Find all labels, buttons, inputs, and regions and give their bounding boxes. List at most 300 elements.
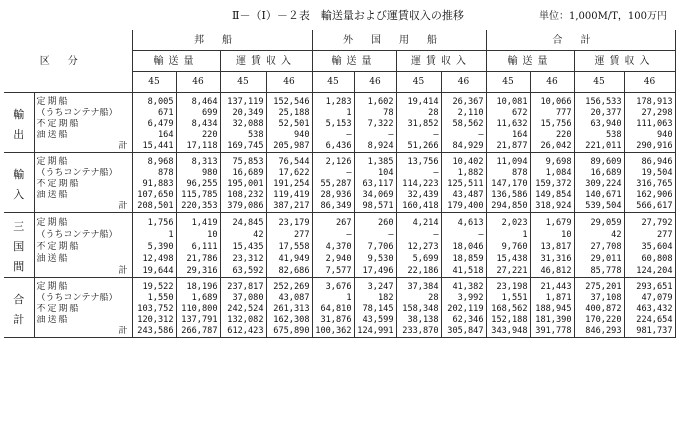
table-cell: — bbox=[312, 168, 354, 179]
table-cell: 208,501 bbox=[132, 201, 176, 213]
table-row bbox=[4, 241, 675, 253]
table-cell: 1,756 bbox=[132, 213, 176, 230]
table-cell: 8,005 bbox=[132, 93, 176, 109]
table-cell: 538 bbox=[574, 130, 624, 141]
table-cell: 1,550 bbox=[132, 293, 176, 304]
table-cell: 220 bbox=[176, 130, 220, 141]
table-cell: 1,551 bbox=[486, 293, 530, 304]
table-cell: 612,423 bbox=[220, 326, 266, 338]
table-cell: 1,871 bbox=[530, 293, 574, 304]
table-cell: 21,443 bbox=[530, 278, 574, 294]
table-cell: 82,686 bbox=[266, 265, 312, 278]
table-cell: 86,946 bbox=[624, 153, 675, 169]
table-cell: 1,602 bbox=[354, 93, 396, 109]
table-cell: 29,011 bbox=[574, 253, 624, 265]
table-cell: 1,882 bbox=[441, 168, 486, 179]
table-cell: 11,632 bbox=[486, 119, 530, 130]
table-cell: 13,756 bbox=[396, 153, 441, 169]
table-cell: 1,419 bbox=[176, 213, 220, 230]
table-cell: 164 bbox=[132, 130, 176, 141]
year-header: 46 bbox=[441, 72, 486, 93]
table-cell: 1,084 bbox=[530, 168, 574, 179]
table-cell: 41,949 bbox=[266, 253, 312, 265]
table-cell: 168,562 bbox=[486, 304, 530, 315]
table-cell: 391,778 bbox=[530, 326, 574, 338]
table-cell: 15,435 bbox=[220, 241, 266, 253]
table-cell: 379,086 bbox=[220, 201, 266, 213]
table-cell: 7,577 bbox=[312, 265, 354, 278]
table-cell: 293,651 bbox=[624, 278, 675, 294]
table-cell: 63,117 bbox=[354, 179, 396, 190]
table-cell: 2,023 bbox=[486, 213, 530, 230]
table-cell: 290,916 bbox=[624, 141, 675, 153]
table-title: Ⅱ－（Ⅰ）－２表 輸送量および運賃収入の推移 bbox=[232, 9, 464, 22]
table-cell: 188,945 bbox=[530, 304, 574, 315]
row-label: 不定期船 bbox=[34, 241, 132, 253]
table-cell: 4,613 bbox=[441, 213, 486, 230]
table-cell: 3,676 bbox=[312, 278, 354, 294]
year-header: 45 bbox=[486, 72, 530, 93]
table-cell: 11,094 bbox=[486, 153, 530, 169]
table-cell: 111,063 bbox=[624, 119, 675, 130]
table-cell: 107,650 bbox=[132, 190, 176, 201]
table-cell: 156,533 bbox=[574, 93, 624, 109]
table-cell: 1 bbox=[486, 229, 530, 241]
row-label: 油送船 bbox=[34, 253, 132, 265]
table-cell: 27,792 bbox=[624, 213, 675, 230]
table-cell: 31,876 bbox=[312, 315, 354, 326]
row-label: 定期船 bbox=[34, 213, 132, 230]
table-cell: 27,298 bbox=[624, 108, 675, 119]
table-cell: 42 bbox=[220, 229, 266, 241]
table-cell: 19,522 bbox=[132, 278, 176, 294]
year-header: 45 bbox=[312, 72, 354, 93]
table-cell: 41,382 bbox=[441, 278, 486, 294]
table-cell: 260 bbox=[354, 213, 396, 230]
table-cell: 5,153 bbox=[312, 119, 354, 130]
row-label: （うちコンテナ船） bbox=[34, 108, 132, 119]
table-row bbox=[4, 93, 675, 109]
table-cell: 119,419 bbox=[266, 190, 312, 201]
table-cell: 137,791 bbox=[176, 315, 220, 326]
table-cell: 42 bbox=[574, 229, 624, 241]
table-cell: 169,745 bbox=[220, 141, 266, 153]
table-cell: 463,432 bbox=[624, 304, 675, 315]
table-cell: 8,968 bbox=[132, 153, 176, 169]
table-cell: 75,853 bbox=[220, 153, 266, 169]
table-cell: 4,370 bbox=[312, 241, 354, 253]
table-cell: 4,214 bbox=[396, 213, 441, 230]
table-cell: 104 bbox=[354, 168, 396, 179]
table-cell: 538 bbox=[220, 130, 266, 141]
table-cell: 699 bbox=[176, 108, 220, 119]
table-cell: 26,042 bbox=[530, 141, 574, 153]
table-cell: 294,850 bbox=[486, 201, 530, 213]
row-label: 不定期船 bbox=[34, 304, 132, 315]
year-header: 45 bbox=[396, 72, 441, 93]
table-row bbox=[4, 168, 675, 179]
table-cell: 115,785 bbox=[176, 190, 220, 201]
row-label: 油送船 bbox=[34, 130, 132, 141]
table-cell: 261,313 bbox=[266, 304, 312, 315]
table-cell: 28 bbox=[396, 293, 441, 304]
table-cell: 55,287 bbox=[312, 179, 354, 190]
table-cell: 85,778 bbox=[574, 265, 624, 278]
table-cell: 31,852 bbox=[396, 119, 441, 130]
table-row bbox=[4, 253, 675, 265]
table-cell: 5,390 bbox=[132, 241, 176, 253]
table-cell: 17,622 bbox=[266, 168, 312, 179]
row-label: （うちコンテナ船） bbox=[34, 293, 132, 304]
table-cell: 140,671 bbox=[574, 190, 624, 201]
table-cell: 252,269 bbox=[266, 278, 312, 294]
table-row bbox=[4, 190, 675, 201]
unit-note: 単位：1,000M/T，100万円 bbox=[539, 11, 667, 22]
table-cell: 221,011 bbox=[574, 141, 624, 153]
table-cell: 114,223 bbox=[396, 179, 441, 190]
table-cell: 220 bbox=[530, 130, 574, 141]
table-cell: 981,737 bbox=[624, 326, 675, 338]
row-label: 油送船 bbox=[34, 315, 132, 326]
table-cell: 31,316 bbox=[530, 253, 574, 265]
table-cell: 23,198 bbox=[486, 278, 530, 294]
table-row bbox=[4, 213, 675, 230]
table-cell: 1,689 bbox=[176, 293, 220, 304]
table-cell: 108,232 bbox=[220, 190, 266, 201]
metric-header: 運賃収入 bbox=[220, 51, 312, 72]
table-cell: 19,504 bbox=[624, 168, 675, 179]
table-cell: 18,859 bbox=[441, 253, 486, 265]
table-cell: 89,609 bbox=[574, 153, 624, 169]
table-cell: 159,372 bbox=[530, 179, 574, 190]
table-cell: 51,266 bbox=[396, 141, 441, 153]
table-cell: 878 bbox=[132, 168, 176, 179]
table-row bbox=[4, 201, 675, 213]
table-cell: 6,436 bbox=[312, 141, 354, 153]
table-cell: 1 bbox=[312, 293, 354, 304]
table-cell: — bbox=[441, 229, 486, 241]
table-row bbox=[4, 153, 675, 169]
table-cell: 91,883 bbox=[132, 179, 176, 190]
row-label: 計 bbox=[34, 141, 132, 153]
table-cell: 160,418 bbox=[396, 201, 441, 213]
table-row bbox=[4, 326, 675, 338]
table-cell: 23,312 bbox=[220, 253, 266, 265]
table-cell: 1,283 bbox=[312, 93, 354, 109]
table-cell: 86,349 bbox=[312, 201, 354, 213]
table-cell: 78 bbox=[354, 108, 396, 119]
table-cell: 8,924 bbox=[354, 141, 396, 153]
table-row bbox=[4, 141, 675, 153]
table-cell: 16,689 bbox=[220, 168, 266, 179]
table-cell: 305,847 bbox=[441, 326, 486, 338]
row-label: 油送船 bbox=[34, 190, 132, 201]
table-cell: 12,273 bbox=[396, 241, 441, 253]
table-cell: 15,438 bbox=[486, 253, 530, 265]
table-cell: 8,464 bbox=[176, 93, 220, 109]
table-cell: 7,322 bbox=[354, 119, 396, 130]
year-header: 45 bbox=[132, 72, 176, 93]
table-cell: 318,924 bbox=[530, 201, 574, 213]
transport-volume-table bbox=[4, 30, 676, 338]
table-cell: 162,308 bbox=[266, 315, 312, 326]
table-cell: 10 bbox=[176, 229, 220, 241]
table-cell: 846,293 bbox=[574, 326, 624, 338]
table-row bbox=[4, 108, 675, 119]
table-cell: 181,390 bbox=[530, 315, 574, 326]
row-label: 定期船 bbox=[34, 153, 132, 169]
table-cell: 6,479 bbox=[132, 119, 176, 130]
row-label: 計 bbox=[34, 326, 132, 338]
table-cell: 400,872 bbox=[574, 304, 624, 315]
table-cell: 777 bbox=[530, 108, 574, 119]
block-label: 輸 入 bbox=[4, 153, 34, 213]
table-cell: 10,066 bbox=[530, 93, 574, 109]
table-cell: 62,346 bbox=[441, 315, 486, 326]
table-cell: 78,145 bbox=[354, 304, 396, 315]
table-cell: 675,890 bbox=[266, 326, 312, 338]
table-row bbox=[4, 293, 675, 304]
table-cell: 29,059 bbox=[574, 213, 624, 230]
table-cell: — bbox=[312, 229, 354, 241]
table-cell: 18,046 bbox=[441, 241, 486, 253]
table-cell: 120,312 bbox=[132, 315, 176, 326]
table-cell: — bbox=[441, 130, 486, 141]
table-cell: — bbox=[312, 130, 354, 141]
year-header: 46 bbox=[624, 72, 675, 93]
table-cell: 37,080 bbox=[220, 293, 266, 304]
table-cell: 316,765 bbox=[624, 179, 675, 190]
table-cell: 164 bbox=[486, 130, 530, 141]
table-cell: 63,592 bbox=[220, 265, 266, 278]
table-cell: 940 bbox=[266, 130, 312, 141]
table-cell: 125,511 bbox=[441, 179, 486, 190]
table-cell: 8,313 bbox=[176, 153, 220, 169]
table-cell: 132,082 bbox=[220, 315, 266, 326]
table-cell: 224,654 bbox=[624, 315, 675, 326]
table-cell: 16,689 bbox=[574, 168, 624, 179]
group-header-total: 合計 bbox=[486, 30, 675, 51]
table-cell: 233,870 bbox=[396, 326, 441, 338]
metric-header: 輸送量 bbox=[486, 51, 574, 72]
table-row bbox=[4, 119, 675, 130]
table-cell: 1,679 bbox=[530, 213, 574, 230]
table-cell: — bbox=[354, 229, 396, 241]
table-cell: 76,544 bbox=[266, 153, 312, 169]
table-cell: — bbox=[396, 130, 441, 141]
table-cell: 10 bbox=[530, 229, 574, 241]
table-cell: 1,385 bbox=[354, 153, 396, 169]
table-cell: 878 bbox=[486, 168, 530, 179]
table-cell: 38,138 bbox=[396, 315, 441, 326]
table-cell: — bbox=[396, 229, 441, 241]
table-cell: 100,362 bbox=[312, 326, 354, 338]
table-cell: 21,786 bbox=[176, 253, 220, 265]
year-header: 45 bbox=[574, 72, 624, 93]
table-cell: 671 bbox=[132, 108, 176, 119]
row-label: 定期船 bbox=[34, 93, 132, 109]
table-cell: 147,170 bbox=[486, 179, 530, 190]
block-label: 輸 出 bbox=[4, 93, 34, 153]
table-cell: 34,069 bbox=[354, 190, 396, 201]
table-cell: 60,808 bbox=[624, 253, 675, 265]
row-label: （うちコンテナ船） bbox=[34, 229, 132, 241]
table-cell: 178,913 bbox=[624, 93, 675, 109]
year-header: 46 bbox=[176, 72, 220, 93]
table-cell: 84,929 bbox=[441, 141, 486, 153]
table-row bbox=[4, 278, 675, 294]
table-cell: 63,940 bbox=[574, 119, 624, 130]
table-cell: 27,221 bbox=[486, 265, 530, 278]
table-cell: 17,118 bbox=[176, 141, 220, 153]
table-cell: 37,108 bbox=[574, 293, 624, 304]
table-cell: — bbox=[354, 130, 396, 141]
table-cell: 15,441 bbox=[132, 141, 176, 153]
table-row bbox=[4, 229, 675, 241]
table-cell: 98,571 bbox=[354, 201, 396, 213]
table-cell: 2,110 bbox=[441, 108, 486, 119]
table-row bbox=[4, 179, 675, 190]
year-header: 46 bbox=[266, 72, 312, 93]
table-cell: 52,501 bbox=[266, 119, 312, 130]
table-cell: 37,384 bbox=[396, 278, 441, 294]
table-cell: 152,546 bbox=[266, 93, 312, 109]
table-cell: 35,604 bbox=[624, 241, 675, 253]
row-label: 不定期船 bbox=[34, 179, 132, 190]
row-label: 定期船 bbox=[34, 278, 132, 294]
table-cell: 162,906 bbox=[624, 190, 675, 201]
table-cell: 309,224 bbox=[574, 179, 624, 190]
table-cell: 103,752 bbox=[132, 304, 176, 315]
table-cell: 28 bbox=[396, 108, 441, 119]
table-cell: 182 bbox=[354, 293, 396, 304]
table-cell: 10,081 bbox=[486, 93, 530, 109]
table-cell: 242,524 bbox=[220, 304, 266, 315]
table-cell: 539,504 bbox=[574, 201, 624, 213]
block-label: 合 計 bbox=[4, 278, 34, 338]
group-header-chartered: 外国用船 bbox=[312, 30, 486, 51]
row-label: 計 bbox=[34, 201, 132, 213]
table-cell: 20,349 bbox=[220, 108, 266, 119]
table-cell: 41,518 bbox=[441, 265, 486, 278]
group-header-own: 邦船 bbox=[132, 30, 312, 51]
table-cell: 9,530 bbox=[354, 253, 396, 265]
table-cell: 124,991 bbox=[354, 326, 396, 338]
table-cell: 205,987 bbox=[266, 141, 312, 153]
table-cell: 58,562 bbox=[441, 119, 486, 130]
table-cell: 566,617 bbox=[624, 201, 675, 213]
table-cell: 237,817 bbox=[220, 278, 266, 294]
table-cell: 9,760 bbox=[486, 241, 530, 253]
row-label: 計 bbox=[34, 265, 132, 278]
table-row bbox=[4, 265, 675, 278]
table-cell: 1 bbox=[132, 229, 176, 241]
metric-header: 輸送量 bbox=[132, 51, 220, 72]
table-cell: 137,119 bbox=[220, 93, 266, 109]
table-cell: 19,644 bbox=[132, 265, 176, 278]
table-cell: 267 bbox=[312, 213, 354, 230]
table-cell: 43,599 bbox=[354, 315, 396, 326]
table-cell: — bbox=[396, 168, 441, 179]
table-cell: 152,188 bbox=[486, 315, 530, 326]
year-header: 46 bbox=[530, 72, 574, 93]
table-cell: 19,414 bbox=[396, 93, 441, 109]
table-cell: 18,196 bbox=[176, 278, 220, 294]
table-cell: 220,353 bbox=[176, 201, 220, 213]
block-label: 三 国 間 bbox=[4, 213, 34, 278]
table-cell: 2,126 bbox=[312, 153, 354, 169]
table-cell: 9,698 bbox=[530, 153, 574, 169]
metric-header: 輸送量 bbox=[312, 51, 396, 72]
year-header: 46 bbox=[354, 72, 396, 93]
table-cell: 277 bbox=[624, 229, 675, 241]
table-cell: 64,810 bbox=[312, 304, 354, 315]
table-cell: 6,111 bbox=[176, 241, 220, 253]
table-cell: 940 bbox=[624, 130, 675, 141]
table-cell: 387,217 bbox=[266, 201, 312, 213]
table-row bbox=[4, 315, 675, 326]
year-header: 45 bbox=[220, 72, 266, 93]
table-cell: 980 bbox=[176, 168, 220, 179]
table-cell: 1 bbox=[312, 108, 354, 119]
table-cell: 179,400 bbox=[441, 201, 486, 213]
table-cell: 32,088 bbox=[220, 119, 266, 130]
table-cell: 17,496 bbox=[354, 265, 396, 278]
table-cell: 672 bbox=[486, 108, 530, 119]
table-cell: 170,220 bbox=[574, 315, 624, 326]
table-cell: 3,247 bbox=[354, 278, 396, 294]
table-cell: 25,188 bbox=[266, 108, 312, 119]
table-cell: 46,812 bbox=[530, 265, 574, 278]
table-cell: 47,079 bbox=[624, 293, 675, 304]
table-cell: 243,586 bbox=[132, 326, 176, 338]
table-cell: 96,255 bbox=[176, 179, 220, 190]
table-cell: 17,558 bbox=[266, 241, 312, 253]
table-cell: 8,434 bbox=[176, 119, 220, 130]
table-cell: 136,586 bbox=[486, 190, 530, 201]
table-cell: 277 bbox=[266, 229, 312, 241]
row-label: （うちコンテナ船） bbox=[34, 168, 132, 179]
table-cell: 43,487 bbox=[441, 190, 486, 201]
table-cell: 275,201 bbox=[574, 278, 624, 294]
row-label: 不定期船 bbox=[34, 119, 132, 130]
table-cell: 43,087 bbox=[266, 293, 312, 304]
table-cell: 13,817 bbox=[530, 241, 574, 253]
table-cell: 28,936 bbox=[312, 190, 354, 201]
table-cell: 7,706 bbox=[354, 241, 396, 253]
metric-header: 運賃収入 bbox=[574, 51, 675, 72]
table-cell: 26,367 bbox=[441, 93, 486, 109]
table-row bbox=[4, 130, 675, 141]
table-cell: 149,854 bbox=[530, 190, 574, 201]
table-cell: 343,948 bbox=[486, 326, 530, 338]
table-cell: 24,845 bbox=[220, 213, 266, 230]
table-cell: 191,254 bbox=[266, 179, 312, 190]
table-cell: 158,348 bbox=[396, 304, 441, 315]
table-row bbox=[4, 304, 675, 315]
table-cell: 202,119 bbox=[441, 304, 486, 315]
table-cell: 2,940 bbox=[312, 253, 354, 265]
table-cell: 27,708 bbox=[574, 241, 624, 253]
table-cell: 5,699 bbox=[396, 253, 441, 265]
table-cell: 32,439 bbox=[396, 190, 441, 201]
table-cell: 12,498 bbox=[132, 253, 176, 265]
table-cell: 29,316 bbox=[176, 265, 220, 278]
metric-header: 運賃収入 bbox=[396, 51, 486, 72]
table-cell: 195,001 bbox=[220, 179, 266, 190]
table-cell: 22,186 bbox=[396, 265, 441, 278]
corner-header: 区分 bbox=[4, 30, 132, 93]
